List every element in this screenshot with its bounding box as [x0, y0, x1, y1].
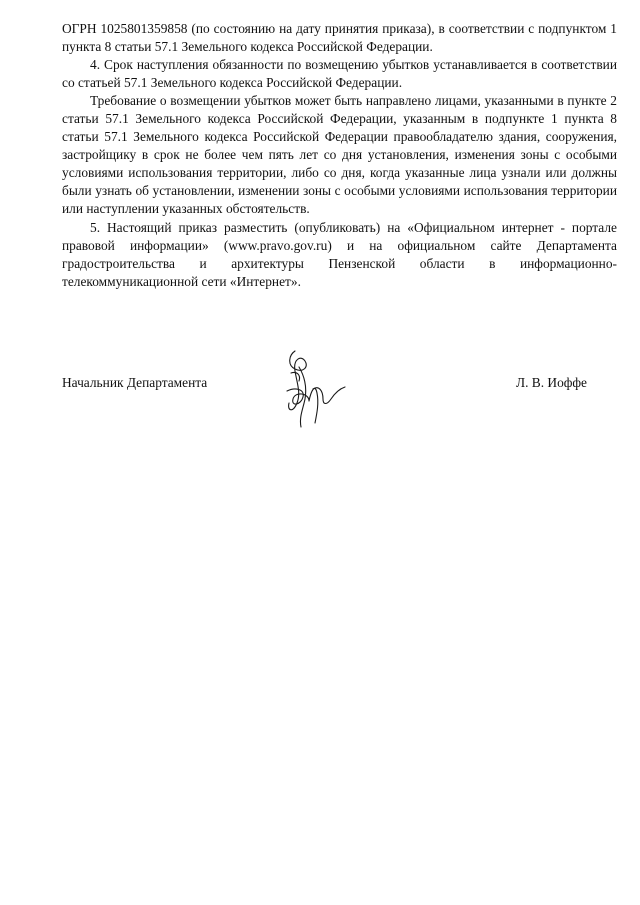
signatory-position: Начальник Департамента [62, 375, 208, 390]
paragraph-item-4: 4. Срок наступления обязанности по возмещению убытков устанавливается в соответствии со статьей 57.1 Земельного кодекса Российской Федерации. [62, 57, 617, 91]
signatory-name: Л. В. Иоффе [516, 375, 587, 390]
document-body [62, 20, 617, 291]
paragraph-ogrn-continuation: ОГРН 1025801359858 (по состоянию на дату принятия приказа), в соответствии с подпунктом 1 пункта 8 статьи 57.1 Земельного кодекса Российской Федерации. [62, 21, 617, 55]
paragraph-compensation-claim: Требование о возмещении убытков может быть направлено лицами, указанными в пункте 2 статьи 57.1 Земельного кодекса Российской Федерации, указанным в подпункте 1 пункта 8 статьи 57.1 Земельного кодекса Российской Федерации правообладателю здания, сооружения, застройщику в срок не более чем пять лет со дня установления, изменения зоны с особыми условиями использования территории, либо со дня, когда указанные лица узнали или должны были узнать об установлении, изменении зоны с особыми условиями использования территории или наступлении указанных обстоятельств. [62, 93, 617, 217]
paragraph-item-5: 5. Настоящий приказ разместить (опубликовать) на «Официальном интернет - портале правовой информации» (www.pravo.gov.ru) и на официальном сайте Департамента градостроительства и архитектуры Пензенской области в информационно-телекоммуникационной сети «Интернет». [62, 219, 617, 289]
handwritten-signature [265, 343, 355, 433]
